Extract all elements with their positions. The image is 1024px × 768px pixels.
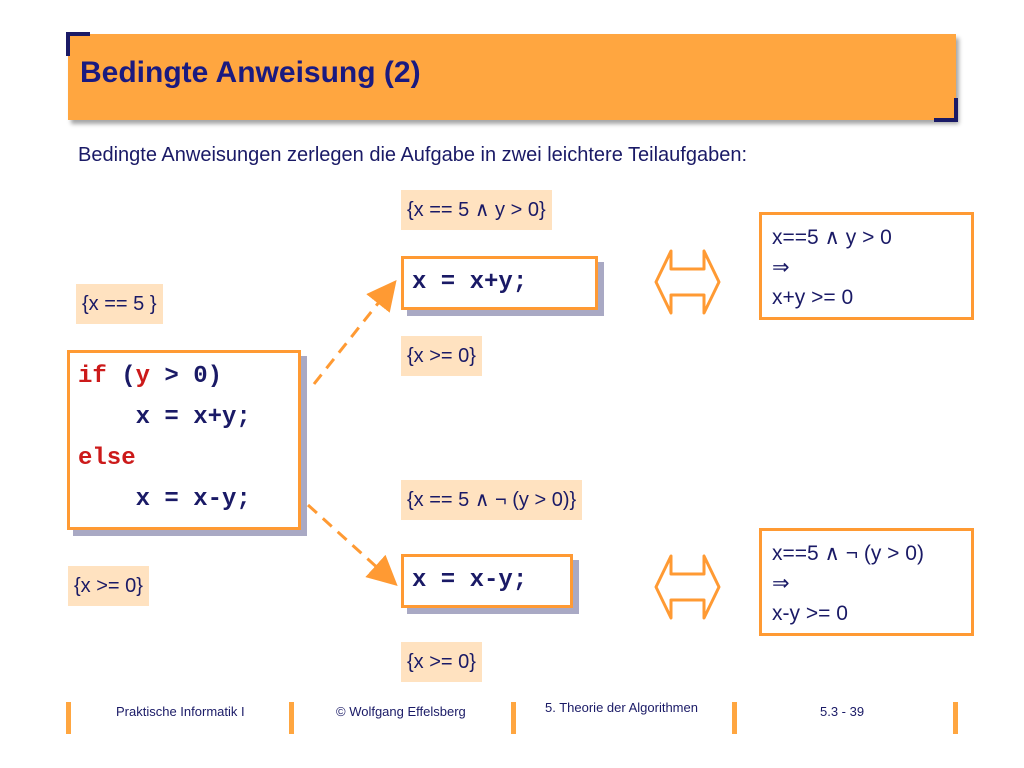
impl-else-arrow: ⇒ <box>772 572 790 595</box>
impl-then-premise: x==5 ∧ y > 0 <box>772 226 892 249</box>
equivalence-arrow-then-icon <box>656 251 719 313</box>
then-code: x = x+y; <box>412 269 528 296</box>
dashed-arrow-then <box>314 287 391 384</box>
keyword-else: else <box>78 445 136 472</box>
postcondition-else: {x >= 0} <box>401 642 482 682</box>
impl-then-arrow: ⇒ <box>772 256 790 279</box>
precondition-then: {x == 5 ∧ y > 0} <box>401 190 552 230</box>
equivalence-arrow-else-icon <box>656 556 719 618</box>
code-condition-rest: > 0) <box>150 363 223 390</box>
impl-else-conclusion: x-y >= 0 <box>772 602 848 625</box>
code-line-else: x = x-y; <box>78 486 251 513</box>
footer-author: © Wolfgang Effelsberg <box>336 704 466 719</box>
keyword-if: if <box>78 363 107 390</box>
footer-divider <box>511 702 516 734</box>
else-code: x = x-y; <box>412 567 528 594</box>
code-line-then: x = x+y; <box>78 404 251 431</box>
code-var-y: y <box>135 363 151 390</box>
precondition-else: {x == 5 ∧ ¬ (y > 0)} <box>401 480 582 520</box>
impl-else-premise: x==5 ∧ ¬ (y > 0) <box>772 542 924 565</box>
footer-course: Praktische Informatik I <box>116 704 245 719</box>
footer-chapter: 5. Theorie der Algorithmen <box>545 700 698 715</box>
footer-divider <box>66 702 71 734</box>
page-title: Bedingte Anweisung (2) <box>80 56 421 89</box>
footer-divider <box>732 702 737 734</box>
precondition-main: {x == 5 } <box>76 284 163 324</box>
postcondition-then: {x >= 0} <box>401 336 482 376</box>
code-paren-open: ( <box>106 363 136 390</box>
footer-divider <box>289 702 294 734</box>
postcondition-main: {x >= 0} <box>68 566 149 606</box>
impl-then-conclusion: x+y >= 0 <box>772 286 854 309</box>
footer-divider <box>953 702 958 734</box>
intro-text: Bedingte Anweisungen zerlegen die Aufgabe in zwei leichtere Teilaufgaben: <box>78 144 748 166</box>
footer-page-number: 5.3 - 39 <box>820 704 865 719</box>
dashed-arrow-else <box>308 505 391 580</box>
